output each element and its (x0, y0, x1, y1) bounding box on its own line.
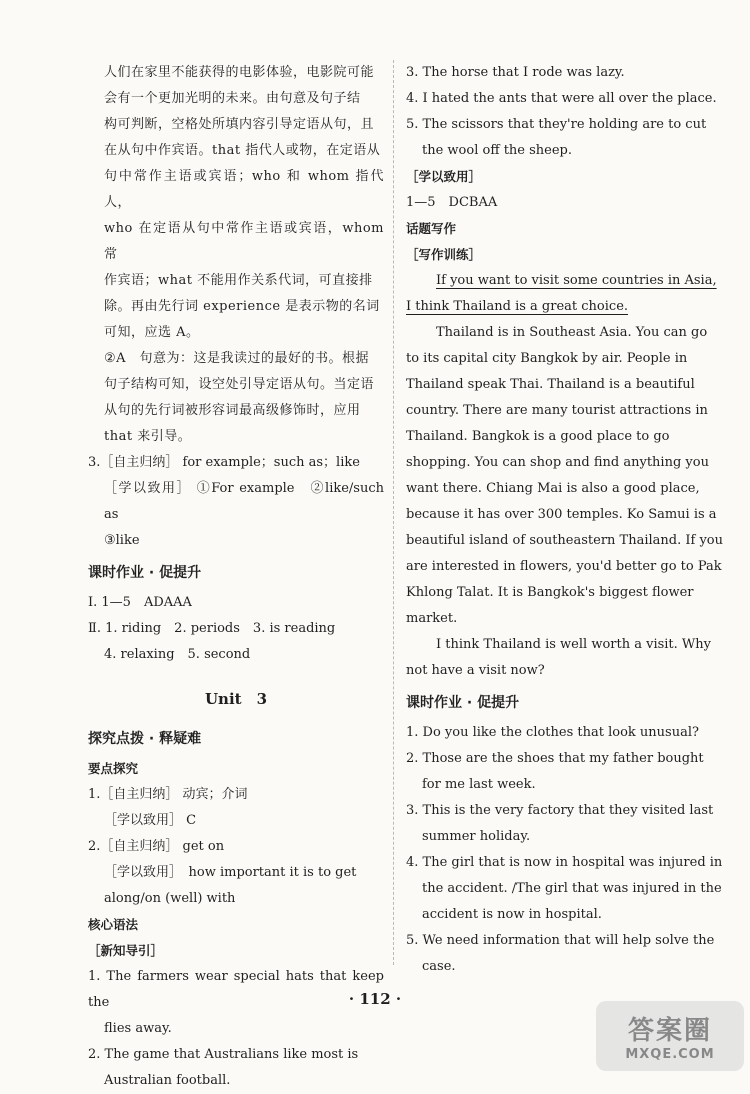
watermark-logo (596, 1001, 744, 1071)
new-knowledge-2-cont: Australian football. (104, 1073, 231, 1088)
homework-sentence-5: 5. We need information that will help solve the (406, 933, 715, 948)
analysis-line: 可知，应选 A。 (104, 325, 200, 340)
homework-sentence-5-cont: case. (422, 959, 456, 974)
homework-sentence-1: 1. Do you like the clothes that look unusual? (406, 725, 699, 740)
analysis-line: 除。再由先行词 experience 是表示物的名词 (104, 299, 380, 314)
essay-line: are interested in flowers, you'd better go to Pak (406, 559, 722, 574)
essay-line: Thailand is in Southeast Asia. You can go (436, 325, 708, 340)
analysis-line: 人们在家里不能获得的电影体验，电影院可能 (104, 65, 375, 80)
sentence-5: 5. The scissors that they're holding are to cut (406, 117, 707, 132)
homework-sentence-4: 4. The girl that is now in hospital was injured in (406, 855, 723, 870)
sentence-5-cont: the wool off the sheep. (422, 143, 572, 158)
analysis-line: 会有一个更加光明的未来。由句意及句子结 (104, 91, 361, 106)
watermark-text: 答案圈 (627, 1016, 712, 1046)
analysis-line: 句子结构可知，设空处引导定语从句。当定语 (104, 377, 375, 392)
item-3 (88, 450, 384, 554)
key-point-2: 2.［自主归纳］ get on (88, 839, 225, 854)
key-point-2-apply-cont: along/on (well) with (104, 891, 236, 906)
sentence-3: 3. The horse that I rode was lazy. (406, 65, 625, 80)
explore-heading: 探究点拨 · 释疑难 (88, 731, 202, 747)
page-number: · 112 · (348, 990, 402, 1008)
sentence-4: 4. I hated the ants that were all over the place. (406, 91, 717, 106)
homework-sentence-4-cont: accident is now in hospital. (422, 907, 602, 922)
essay-line: Khlong Talat. It is Bangkok's biggest flower (406, 585, 694, 600)
essay-intro-line: If you want to visit some countries in Asia, (436, 273, 717, 288)
key-point-1: 1.［自主归纳］ 动宾；介词 (88, 787, 248, 802)
key-points-heading: 要点探究 (88, 761, 139, 776)
apply-heading: ［学以致用］ (406, 169, 482, 184)
homework-answer-2: Ⅱ. 1. riding 2. periods 3. is reading (88, 621, 336, 636)
analysis-line: 作宾语；what 不能用作关系代词，可直接排 (104, 273, 373, 288)
analysis-line: 构可判断，空格处所填内容引导定语从句，且 (104, 117, 375, 132)
essay-line: beautiful island of southeastern Thailand. If you (406, 533, 723, 548)
essay-intro-line: I think Thailand is a great choice. (406, 299, 629, 314)
apply-answer: 1—5 DCBAA (406, 195, 498, 210)
column-divider (393, 60, 394, 965)
analysis-line: that 来引导。 (104, 429, 192, 444)
essay-line: want there. Chiang Mai is also a good place, (406, 481, 700, 496)
topic-writing-heading: 话题写作 (406, 221, 457, 236)
item-3-summary: 3.［自主归纳］ for example；such as；like (88, 455, 360, 470)
homework-sentence-3-cont: summer holiday. (422, 829, 531, 844)
homework-sentence-3: 3. This is the very factory that they visited last (406, 803, 714, 818)
analysis-line: ②A 句意为：这是我读过的最好的书。根据 (104, 351, 370, 366)
homework-heading: 课时作业 · 促提升 (406, 695, 520, 711)
essay-line: country. There are many tourist attractions in (406, 403, 708, 418)
new-knowledge-2: 2. The game that Australians like most is (88, 1047, 359, 1062)
essay-line: I think Thailand is well worth a visit. Why (436, 637, 711, 652)
essay-line: to its capital city Bangkok by air. People in (406, 351, 688, 366)
item-3-apply: ［学以致用］ ①For example ②like/such as (104, 481, 384, 522)
homework-sentence-4-cont: the accident. /The girl that was injured in the (422, 881, 722, 896)
homework-sentence-2: 2. Those are the shoes that my father bought (406, 751, 704, 766)
essay-line: shopping. You can shop and find anything you (406, 455, 709, 470)
key-point-2-apply: ［学以致用］ how important it is to get (104, 865, 357, 880)
essay-line: market. (406, 611, 458, 626)
item-3-apply-cont: ③like (104, 533, 140, 548)
analysis-line: 从句的先行词被形容词最高级修饰时，应用 (104, 403, 361, 418)
analysis-block (88, 60, 384, 450)
essay-line: Thailand speak Thai. Thailand is a beautiful (406, 377, 695, 392)
essay-line: not have a visit now? (406, 663, 545, 678)
analysis-line: who 在定语从句中常作主语或宾语，whom 常 (104, 221, 384, 262)
analysis-line: 句中常作主语或宾语；who 和 whom 指代人， (104, 169, 384, 210)
essay-line: Thailand. Bangkok is a good place to go (406, 429, 670, 444)
new-knowledge-1: 1. The farmers wear special hats that keep the (88, 969, 384, 1010)
homework-heading: 课时作业 · 促提升 (88, 565, 202, 581)
homework-sentence-2-cont: for me last week. (422, 777, 536, 792)
left-column (88, 60, 384, 1094)
homework-answer-1: Ⅰ. 1—5 ADAAA (88, 595, 192, 610)
right-column (406, 60, 724, 980)
unit-title: Unit 3 (204, 690, 268, 708)
new-knowledge-heading: ［新知导引］ (88, 943, 164, 958)
grammar-heading: 核心语法 (88, 917, 139, 932)
new-knowledge-1-cont: flies away. (104, 1021, 172, 1036)
analysis-line: 在从句中作宾语。that 指代人或物，在定语从 (104, 143, 381, 158)
essay-body (406, 320, 724, 684)
watermark-url: MXQE.COM (625, 1047, 715, 1062)
writing-practice-heading: ［写作训练］ (406, 247, 482, 262)
essay-line: because it has over 300 temples. Ko Samui is a (406, 507, 717, 522)
homework-answer-2-cont: 4. relaxing 5. second (104, 647, 251, 662)
key-point-1-apply: ［学以致用］ C (104, 813, 197, 828)
